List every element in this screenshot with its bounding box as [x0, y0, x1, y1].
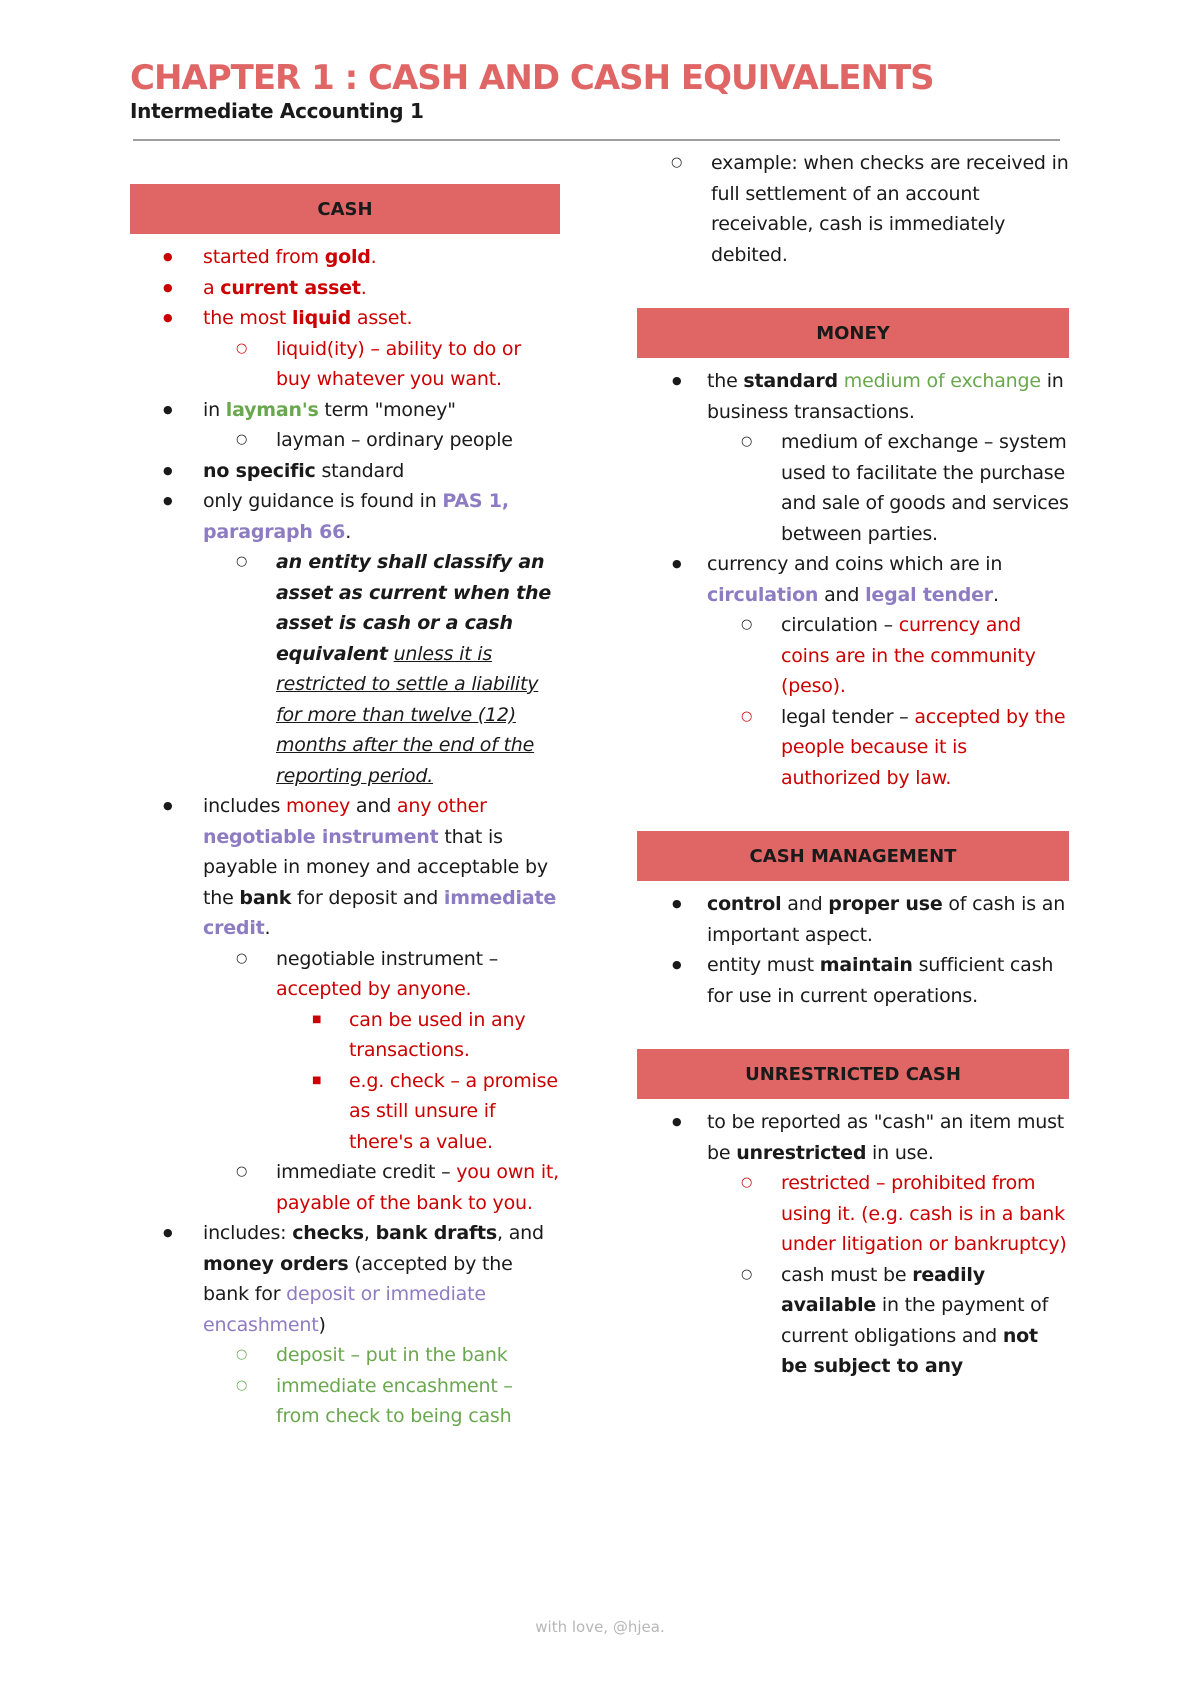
list-item: ● includes money and any other negotiable instrument that is payable in money and acceptable by the bank for deposit and immediate credit. ○ negotiable instrument – accepted by anyone. ■ can be used in any transactions. ■ e.g. check – a promise as still unsure if there's a value. ○ immediate credit – you own it, payable of the bank to you. — [130, 791, 560, 1218]
list-item: ■ e.g. check – a promise as still unsure if there's a value. — [276, 1066, 560, 1158]
list-item: ○ liquid(ity) – ability to do or buy whatever you want. — [203, 334, 560, 395]
title-divider — [133, 139, 1060, 141]
list-item: ● a current asset. — [130, 273, 560, 304]
list-item: ● control and proper use of cash is an important aspect. — [637, 889, 1069, 950]
cash-management-section-header: CASH MANAGEMENT — [637, 831, 1069, 881]
list-item: ● currency and coins which are in circulation and legal tender. ○ circulation – currency and coins are in the community (peso). ○ legal tender – accepted by the people because it is authorized by law. — [637, 549, 1069, 793]
list-item: ○ immediate credit – you own it, payable of the bank to you. — [203, 1157, 560, 1218]
money-section-header: MONEY — [637, 308, 1069, 358]
list-item: ○ negotiable instrument – accepted by anyone. ■ can be used in any transactions. ■ e.g. check – a promise as still unsure if there's a value. — [203, 944, 560, 1158]
cash-list — [130, 242, 560, 1432]
list-item: ○ deposit – put in the bank — [203, 1340, 560, 1371]
list-item: ○ layman – ordinary people — [203, 425, 560, 456]
list-item: ● includes: checks, bank drafts, and money orders (accepted by the bank for deposit or immediate encashment) ○ deposit – put in the bank ○ immediate encashment – from check to being cash — [130, 1218, 560, 1432]
list-item: ○ example: when checks are received in full settlement of an account receivable, cash is immediately debited. — [637, 148, 1069, 270]
list-item: ○ restricted – prohibited from using it. (e.g. cash is in a bank under litigation or bankruptcy) — [707, 1168, 1069, 1260]
list-item: ● to be reported as "cash" an item must be unrestricted in use. ○ restricted – prohibited from using it. (e.g. cash is in a bank under litigation or bankruptcy) ○ cash must be readily available in the payment of current obligations and not be subject to any — [637, 1107, 1069, 1382]
continued-list — [637, 148, 1069, 270]
list-item: ○ circulation – currency and coins are in the community (peso). — [707, 610, 1069, 702]
money-list — [637, 366, 1069, 793]
list-item: ● only guidance is found in PAS 1, paragraph 66. ○ an entity shall classify an asset as current when the asset is cash or a cash equivalent unless it is restricted to settle a liability for more than twelve (12) months after the end of the reporting period. — [130, 486, 560, 791]
unrestricted-cash-list — [637, 1107, 1069, 1382]
page-subtitle: Intermediate Accounting 1 — [130, 99, 424, 123]
list-item: ○ cash must be readily available in the payment of current obligations and not be subject to any — [707, 1260, 1069, 1382]
list-item: ● started from gold. — [130, 242, 560, 273]
list-item: ○ legal tender – accepted by the people because it is authorized by law. — [707, 702, 1069, 794]
page-title: CHAPTER 1 : CASH AND CASH EQUIVALENTS — [130, 58, 934, 98]
unrestricted-cash-section-header: UNRESTRICTED CASH — [637, 1049, 1069, 1099]
list-item: ● the standard medium of exchange in business transactions. ○ medium of exchange – system used to facilitate the purchase and sale of goods and services between parties. — [637, 366, 1069, 549]
right-column — [637, 148, 1069, 1382]
list-item: ● in layman's term "money" ○ layman – ordinary people — [130, 395, 560, 456]
footer-credit: with love, @hjea. — [535, 1618, 665, 1636]
cash-section-header: CASH — [130, 184, 560, 234]
list-item: ● the most liquid asset. ○ liquid(ity) – ability to do or buy whatever you want. — [130, 303, 560, 395]
cash-management-list — [637, 889, 1069, 1011]
list-item: ● entity must maintain sufficient cash for use in current operations. — [637, 950, 1069, 1011]
list-item: ■ can be used in any transactions. — [276, 1005, 560, 1066]
list-item: ● no specific standard — [130, 456, 560, 487]
list-item: ○ an entity shall classify an asset as current when the asset is cash or a cash equivalent unless it is restricted to settle a liability for more than twelve (12) months after the end of the reporting period. — [203, 547, 560, 791]
left-column — [130, 184, 560, 1432]
list-item: ○ medium of exchange – system used to facilitate the purchase and sale of goods and services between parties. — [707, 427, 1069, 549]
list-item: ○ immediate encashment – from check to being cash — [203, 1371, 560, 1432]
